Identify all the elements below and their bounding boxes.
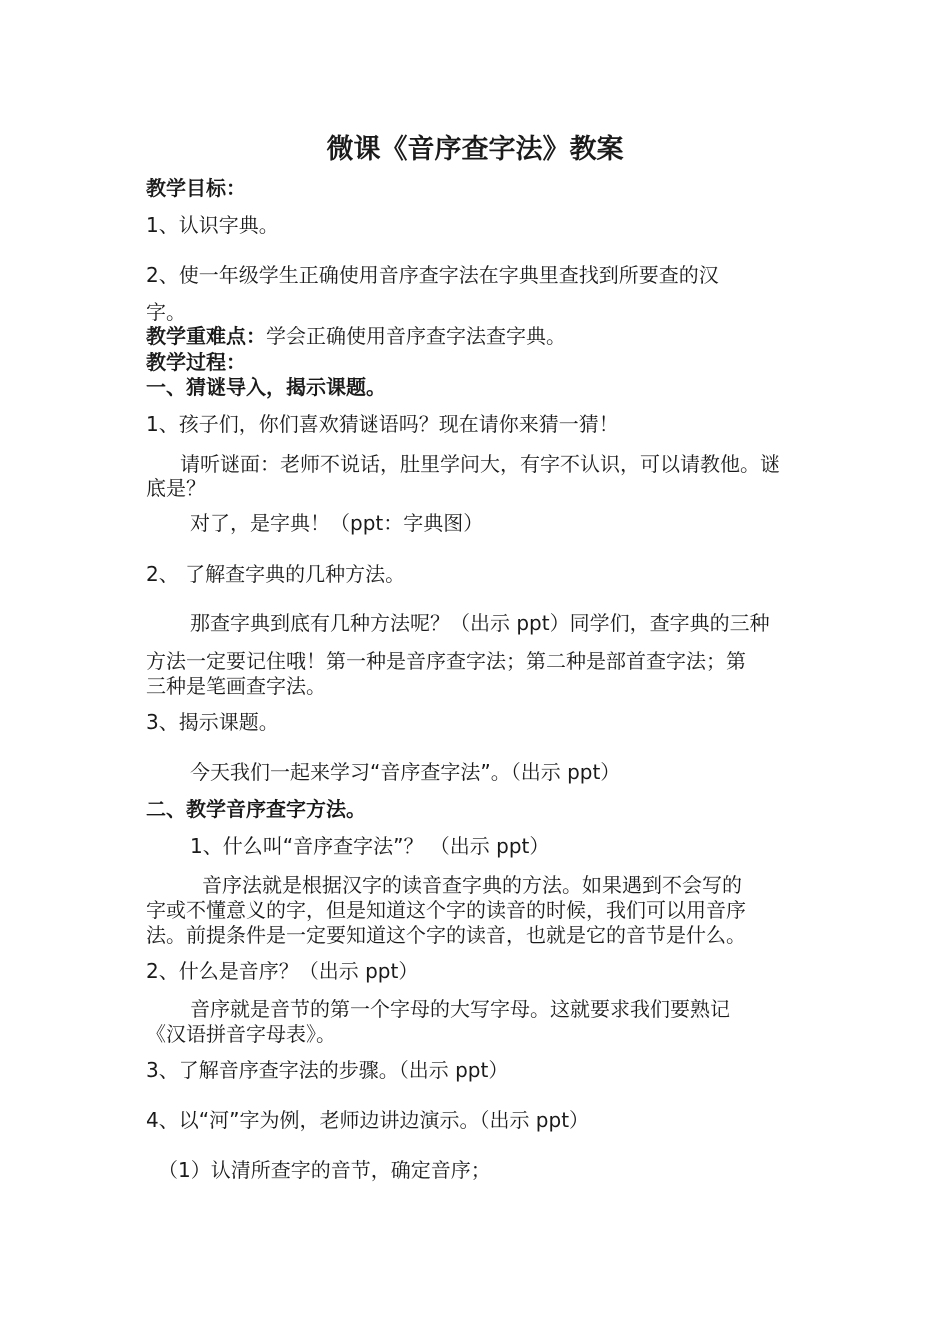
section-2-heading: 二、教学音序查字方法。 bbox=[146, 797, 366, 821]
paragraph: 对了，是字典！（ppt：字典图） bbox=[190, 511, 484, 535]
paragraph: 1、孩子们，你们喜欢猜谜语吗？现在请你来猜一猜！ bbox=[146, 412, 619, 436]
paragraph: 《汉语拼音字母表》。 bbox=[146, 1022, 336, 1046]
paragraph: 3、了解音序查字法的步骤。（出示 ppt） bbox=[146, 1058, 509, 1082]
paragraph: 法。前提条件是一定要知道这个字的读音，也就是它的音节是什么。 bbox=[146, 923, 746, 947]
section-1-heading: 一、猜谜导入，揭示课题。 bbox=[146, 375, 386, 399]
paragraph: 3、揭示课题。 bbox=[146, 710, 279, 734]
key-points-text: 学会正确使用音序查字法查字典。 bbox=[266, 324, 566, 348]
document-title: 微课《音序查字法》教案 bbox=[326, 134, 624, 165]
paragraph: 今天我们一起来学习“音序查字法”。（出示 ppt） bbox=[190, 760, 621, 784]
paragraph: 音序就是音节的第一个字母的大写字母。这就要求我们要熟记 bbox=[190, 997, 730, 1021]
objectives-heading: 教学目标： bbox=[146, 176, 246, 200]
paragraph: 1、什么叫“音序查字法”？ （出示 ppt） bbox=[190, 834, 550, 858]
key-points-line bbox=[146, 324, 566, 348]
paragraph: （1）认清所查字的音节，确定音序； bbox=[158, 1158, 491, 1182]
paragraph: 请听谜面：老师不说话，肚里学问大，有字不认识，可以请教他。谜 bbox=[180, 452, 780, 476]
paragraph: 2、什么是音序？（出示 ppt） bbox=[146, 959, 419, 983]
process-heading: 教学过程： bbox=[146, 350, 246, 374]
paragraph: 2、 了解查字典的几种方法。 bbox=[146, 562, 406, 586]
objective-2-line-2: 字。 bbox=[146, 300, 186, 324]
paragraph: 字或不懂意义的字，但是知道这个字的读音的时候，我们可以用音序 bbox=[146, 898, 746, 922]
objective-1: 1、认识字典。 bbox=[146, 213, 279, 237]
objective-2-line-1: 2、使一年级学生正确使用音序查字法在字典里查找到所要查的汉 bbox=[146, 263, 719, 287]
paragraph: 4、以“河”字为例，老师边讲边演示。（出示 ppt） bbox=[146, 1108, 590, 1132]
paragraph: 方法一定要记住哦！第一种是音序查字法；第二种是部首查字法；第 bbox=[146, 649, 746, 673]
paragraph: 音序法就是根据汉字的读音查字典的方法。如果遇到不会写的 bbox=[202, 873, 742, 897]
paragraph: 底是？ bbox=[146, 476, 206, 500]
paragraph: 三种是笔画查字法。 bbox=[146, 674, 326, 698]
key-points-heading: 教学重难点： bbox=[146, 324, 266, 348]
paragraph: 那查字典到底有几种方法呢？（出示 ppt）同学们，查字典的三种 bbox=[190, 611, 770, 635]
